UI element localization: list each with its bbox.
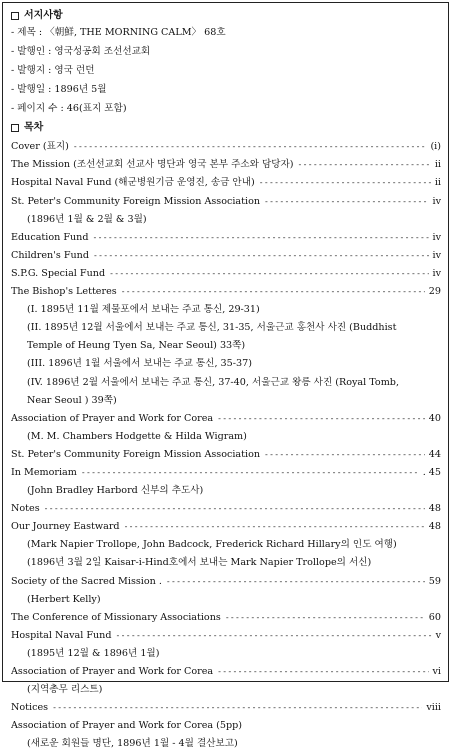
toc-leader-dashes [166,577,425,587]
toc-row [11,283,441,301]
toc-page-number: 29 [428,286,441,298]
toc-leader-dashes [298,160,431,170]
toc-title: Our Journey Eastward [11,521,120,533]
bibliography-heading-text: 서지사항 [24,10,63,21]
toc-title: Association of Prayer and Work for Corea [11,412,214,424]
toc-title: (M. M. Chambers Hodgette & Hilda Wigram) [27,430,247,442]
toc-title: (1895년 12월 & 1896년 1월) [27,647,160,659]
toc-leader-dashes [124,522,425,532]
toc-row [11,446,441,464]
toc-leader-dashes [44,504,425,514]
toc-page-number: 48 [428,503,441,515]
toc-row [11,319,441,337]
toc-row [11,464,441,482]
table-of-contents [11,138,441,753]
toc-title: (지역총무 리스트) [27,684,103,696]
toc-title: (1896년 3월 2일 Kaisar-i-Hind호에서 보내는 Mark Napier Trollope의 서신) [27,557,372,569]
toc-title: Hospital Naval Fund [11,629,112,641]
toc-row [11,301,441,319]
toc-row [11,265,441,283]
toc-row [11,192,441,210]
toc-row [11,337,441,355]
toc-row [11,228,441,246]
toc-row [11,627,441,645]
toc-page-number: (i) [430,141,441,153]
toc-page-number: iv [432,231,441,243]
toc-page-number: 59 [428,575,441,587]
toc-title: (새로운 회원들 명단, 1896년 1월 - 4월 결산보고) [27,738,238,750]
toc-row [11,355,441,373]
toc-row [11,156,441,174]
toc-title: (I. 1895년 11월 제물포에서 보내는 주교 통신, 29-31) [27,304,260,316]
checkbox-square-icon [11,124,19,132]
toc-row [11,409,441,427]
toc-page-number: iv [432,195,441,207]
toc-title: Association of Prayer and Work for Corea [11,666,214,678]
toc-leader-dashes [81,468,419,478]
contents-heading-text: 목차 [24,122,44,133]
toc-leader-dashes [73,142,427,152]
toc-title: (1896년 1월 & 2월 & 3월) [27,213,147,225]
toc-row [11,174,441,192]
toc-leader-dashes [217,667,428,677]
toc-row [11,681,441,699]
toc-row [11,536,441,554]
bibliography-line: - 페이지 수 : 46(표지 포함) [11,102,127,114]
toc-page-number: vi [432,666,441,678]
toc-leader-dashes [264,197,428,207]
toc-row [11,663,441,681]
contents-heading [11,122,43,134]
toc-title: Education Fund [11,231,89,243]
toc-title: St. Peter's Community Foreign Mission Association [11,195,261,207]
toc-page-number: 60 [428,611,441,623]
toc-title: Near Seoul ) 39쪽) [27,394,117,406]
toc-row [11,247,441,265]
toc-title: Cover (표지) [11,141,69,153]
toc-title: Temple of Heung Tyen Sa, Near Seoul) 33쪽) [27,340,246,352]
toc-row [11,572,441,590]
toc-row [11,428,441,446]
bibliography-list [11,23,431,118]
toc-leader-dashes [93,233,429,243]
toc-row [11,138,441,156]
toc-page-number: viii [426,702,441,714]
toc-page-number: iv [432,249,441,261]
checkbox-square-icon [11,12,19,20]
toc-page-number: 44 [428,448,441,460]
toc-row [11,645,441,663]
toc-leader-dashes [259,178,431,188]
bibliography-heading [11,10,63,22]
toc-row [11,210,441,228]
toc-leader-dashes [93,251,428,261]
toc-title: (Mark Napier Trollope, John Badcock, Frederick Richard Hillary의 인도 여행) [27,539,397,551]
toc-title: Notices [11,702,49,714]
toc-page-number: ii [434,177,441,189]
toc-row [11,373,441,391]
toc-row [11,717,441,735]
toc-title: The Conference of Missionary Associations [11,611,221,623]
toc-row [11,699,441,717]
toc-title: (John Bradley Harbord 신부의 추도사) [27,485,204,497]
toc-title: S.P.G. Special Fund [11,267,106,279]
bibliography-line: - 발행인 : 영국성공회 조선선교회 [11,45,151,57]
bibliography-line: - 발행지 : 영국 런던 [11,64,95,76]
toc-page-number: 40 [428,412,441,424]
toc-title: St. Peter's Community Foreign Mission Association [11,448,261,460]
toc-title: The Mission (조선선교회 선교사 명단과 영국 본부 주소와 담당자) [11,159,294,171]
toc-row [11,590,441,608]
toc-page-number: ii [434,159,441,171]
toc-title: Notes [11,503,40,515]
toc-row [11,482,441,500]
toc-row [11,391,441,409]
toc-page-number: 48 [428,521,441,533]
toc-row [11,518,441,536]
toc-page-number: iv [432,267,441,279]
toc-title: Association of Prayer and Work for Corea (5pp) [11,720,243,732]
toc-row [11,554,441,572]
toc-row [11,735,441,753]
toc-leader-dashes [52,703,422,713]
toc-page-number: v [435,629,441,641]
toc-title: (III. 1896년 1월 서울에서 보내는 주교 통신, 35-37) [27,358,252,370]
toc-title: (II. 1895년 12월 서울에서 보내는 주교 통신, 31-35, 서울근교 홍천사 사진 (Buddhist [27,322,397,334]
toc-title: Society of the Sacred Mission . [11,575,162,587]
toc-row [11,500,441,518]
toc-title: Hospital Naval Fund (해군병원기금 운영진, 송금 안내) [11,177,255,189]
bibliography-line: - 제목 : 〈朝鮮, THE MORNING CALM〉 68호 [11,26,226,38]
toc-title: In Memoriam [11,466,77,478]
toc-row [11,608,441,626]
toc-title: (Herbert Kelly) [27,593,101,605]
toc-leader-dashes [217,414,425,424]
toc-leader-dashes [109,269,428,279]
toc-page-number: . 45 [422,466,441,478]
bibliography-line: - 발행일 : 1896년 5월 [11,83,107,95]
toc-title: Children's Fund [11,249,90,261]
toc-leader-dashes [121,287,425,297]
document-frame [2,2,449,750]
toc-title: (IV. 1896년 2월 서울에서 보내는 주교 통신, 37-40, 서울근교 왕릉 사진 (Royal Tomb, [27,376,399,388]
toc-leader-dashes [264,450,425,460]
toc-title: The Bishop's Letteres [11,286,117,298]
toc-leader-dashes [116,631,432,641]
toc-leader-dashes [225,613,425,623]
